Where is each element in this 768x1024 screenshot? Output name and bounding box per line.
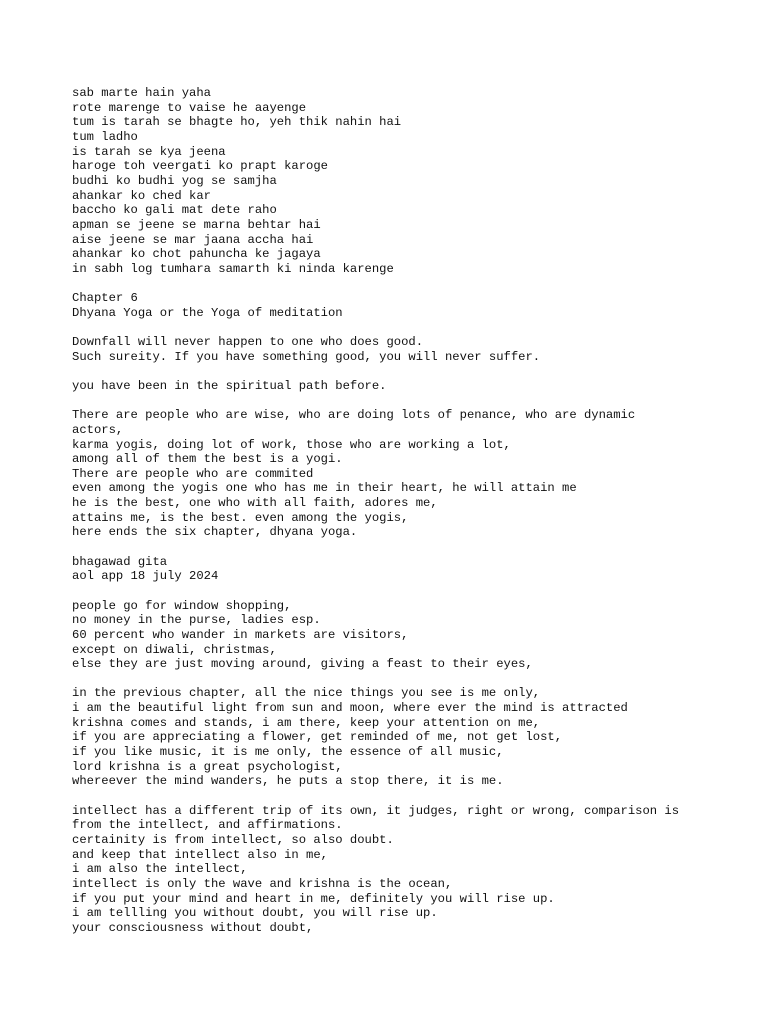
source-title: bhagawad gita	[72, 554, 168, 569]
text-line: i am tellling you without doubt, you will rise up.	[72, 906, 438, 921]
text-line: if you like music, it is me only, the essence of all music,	[72, 745, 504, 760]
text-line: attains me, is the best. even among the yogis,	[72, 510, 409, 525]
text-line: apman se jeene se marna behtar hai	[72, 217, 321, 232]
text-line: sab marte hain yaha	[72, 86, 211, 100]
text-line: among all of them the best is a yogi.	[72, 452, 343, 467]
text-line: and keep that intellect also in me,	[72, 847, 328, 862]
text-line: intellect has a different trip of its own, it judges, right or wrong, comparison is	[72, 803, 680, 818]
text-block-intellect	[72, 804, 752, 936]
text-line: Downfall will never happen to one who does good.	[72, 335, 424, 350]
text-line: he is the best, one who with all faith, adores me,	[72, 496, 438, 511]
text-line: else they are just moving around, giving a feast to their eyes,	[72, 657, 533, 672]
text-line: i am also the intellect,	[72, 862, 248, 877]
text-line: budhi ko budhi yog se samjha	[72, 173, 277, 188]
text-line: rote marenge to vaise he aayenge	[72, 100, 307, 115]
text-line: baccho ko gali mat dete raho	[72, 203, 277, 218]
text-block-spiritual-path	[72, 379, 752, 394]
text-line: if you put your mind and heart in me, definitely you will rise up.	[72, 891, 555, 906]
text-line: your consciousness without doubt,	[72, 920, 314, 935]
text-line: There are people who are commited	[72, 466, 314, 481]
text-line: lord krishna is a great psychologist,	[72, 759, 343, 774]
text-block-downfall	[72, 335, 752, 364]
text-line: Such sureity. If you have something good, you will never suffer.	[72, 349, 541, 364]
text-line: karma yogis, doing lot of work, those who are working a lot,	[72, 437, 511, 452]
text-line: 60 percent who wander in markets are visitors,	[72, 627, 409, 642]
source-note	[72, 555, 752, 584]
text-line: ahankar ko ched kar	[72, 188, 211, 203]
chapter-heading	[72, 291, 752, 320]
text-line: except on diwali, christmas,	[72, 642, 277, 657]
text-line: in the previous chapter, all the nice things you see is me only,	[72, 686, 541, 701]
text-line: if you are appreciating a flower, get reminded of me, not get lost,	[72, 730, 563, 745]
text-line: certainity is from intellect, so also doubt.	[72, 832, 394, 847]
chapter-title: Dhyana Yoga or the Yoga of meditation	[72, 305, 343, 320]
text-block-verses	[72, 86, 752, 277]
chapter-number: Chapter 6	[72, 291, 138, 306]
text-line: intellect is only the wave and krishna is the ocean,	[72, 876, 453, 891]
text-block-yogis	[72, 408, 752, 540]
text-line: people go for window shopping,	[72, 598, 292, 613]
text-line: here ends the six chapter, dhyana yoga.	[72, 525, 358, 540]
text-line: actors,	[72, 422, 124, 437]
text-line: in sabh log tumhara samarth ki ninda karenge	[72, 261, 394, 276]
source-date: aol app 18 july 2024	[72, 569, 219, 584]
text-line: you have been in the spiritual path before.	[72, 378, 387, 393]
text-line: even among the yogis one who has me in their heart, he will attain me	[72, 481, 577, 496]
text-line: from the intellect, and affirmations.	[72, 818, 343, 833]
text-line: aise jeene se mar jaana accha hai	[72, 232, 314, 247]
text-line: i am the beautiful light from sun and moon, where ever the mind is attracted	[72, 701, 628, 716]
text-line: is tarah se kya jeena	[72, 144, 226, 159]
text-line: whereever the mind wanders, he puts a stop there, it is me.	[72, 774, 504, 789]
text-line: ahankar ko chot pahuncha ke jagaya	[72, 247, 321, 262]
text-line: tum is tarah se bhagte ho, yeh thik nahin hai	[72, 115, 402, 130]
text-line: There are people who are wise, who are doing lots of penance, who are dynamic	[72, 408, 636, 423]
document-page	[72, 86, 752, 950]
text-line: tum ladho	[72, 129, 138, 144]
text-block-window-shopping	[72, 599, 752, 672]
text-block-previous-chapter	[72, 686, 752, 789]
text-line: krishna comes and stands, i am there, keep your attention on me,	[72, 715, 541, 730]
text-line: haroge toh veergati ko prapt karoge	[72, 159, 328, 174]
text-line: no money in the purse, ladies esp.	[72, 613, 321, 628]
